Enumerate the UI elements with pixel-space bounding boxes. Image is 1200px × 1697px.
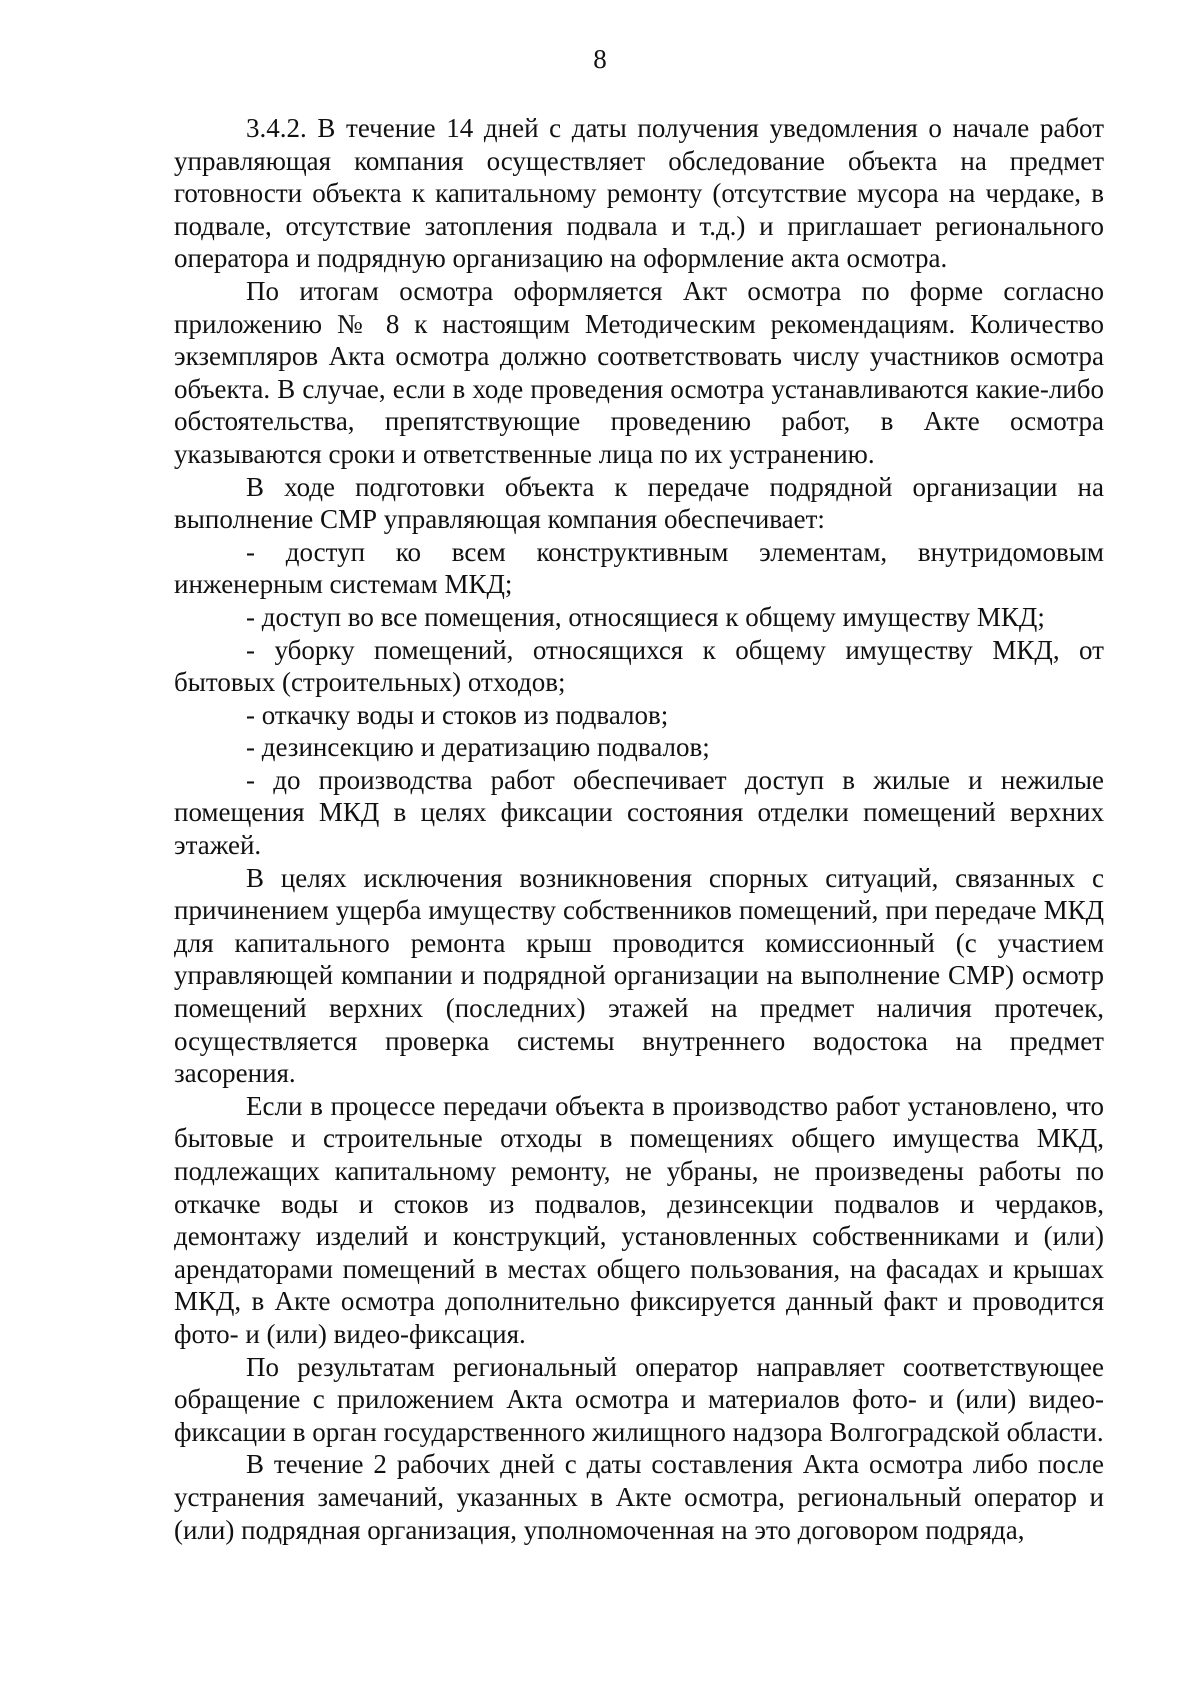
paragraph-3-4-2: 3.4.2. В течение 14 дней с даты получения уведомления о начале работ управляющая компания осуществляет обследование объекта на предмет готовности объекта к капитальному ремонту (отсутствие мусора на чердаке, в подвале, отсутствие затопления подвала и т.д.) и приглашает регионального оператора и подрядную организацию на оформление акта осмотра. [174, 113, 1104, 274]
list-item-access-upper-floors: - до производства работ обеспечивает доступ в жилые и нежилые помещения МКД в целях фиксации состояния отделки помещений верхних этажей. [174, 764, 1104, 861]
paragraph-inspection-act: По итогам осмотра оформляется Акт осмотра по форме согласно приложению № 8 к настоящим Методическим рекомендациям. Количество экземпляров Акта осмотра должно соответствовать числу участников осмотра объекта. В случае, если в ходе проведения осмотра устанавливаются какие-либо обстоятельства, препятствующие проведению работ, в Акте осмотра указываются сроки и ответственные лица по их устранению. [174, 275, 1104, 469]
paragraph-regional-operator-appeal: По результатам региональный оператор направляет соответствующее обращение с приложением Акта осмотра и материалов фото- и (или) видео-фиксации в орган государственного жилищного надзора Волгоградской области. [174, 1351, 1104, 1447]
list-item-pumping: - откачку воды и стоков из подвалов; [246, 699, 669, 730]
document-body [174, 112, 1104, 1546]
list-item-access-structural: - доступ ко всем конструктивным элементам, внутридомовым инженерным системам МКД; [174, 536, 1104, 600]
list-item-disinfestation: - дезинсекцию и дератизацию подвалов; [246, 732, 710, 763]
paragraph-waste-not-removed: Если в процессе передачи объекта в производство работ установлено, что бытовые и строительные отходы в помещениях общего имущества МКД, подлежащих капитальному ремонту, не убраны, не произведены работы по откачке воды и стоков из подвалов, дезинсекции подвалов и чердаков, демонтажу изделий и конструкций, установленных собственниками и (или) арендаторами помещений в местах общего пользования, на фасадах и крышах МКД, в Акте осмотра дополнительно фиксируется данный факт и проводится фото- и (или) видео-фиксация. [174, 1090, 1104, 1349]
page-number: 8 [593, 44, 607, 74]
list-item-cleaning: - уборку помещений, относящихся к общему имуществу МКД, от бытовых (строительных) отходов; [174, 634, 1104, 698]
paragraph-preparation-intro: В ходе подготовки объекта к передаче подрядной организации на выполнение СМР управляющая компания обеспечивает: [174, 471, 1104, 535]
list-item-access-premises: - доступ во все помещения, относящиеся к общему имуществу МКД; [246, 601, 1045, 632]
paragraph-dispute-prevention: В целях исключения возникновения спорных ситуаций, связанных с причинением ущерба имуществу собственников помещений, при передаче МКД для капитального ремонта крыш проводится комиссионный (с участием управляющей компании и подрядной организации на выполнение СМР) осмотр помещений верхних (последних) этажей на предмет наличия протечек, осуществляется проверка системы внутреннего водостока на предмет засорения. [174, 862, 1104, 1089]
paragraph-two-working-days: В течение 2 рабочих дней с даты составления Акта осмотра либо после устранения замечаний, указанных в Акте осмотра, региональный оператор и (или) подрядная организация, уполномоченная на это договором подряда, [174, 1449, 1104, 1545]
